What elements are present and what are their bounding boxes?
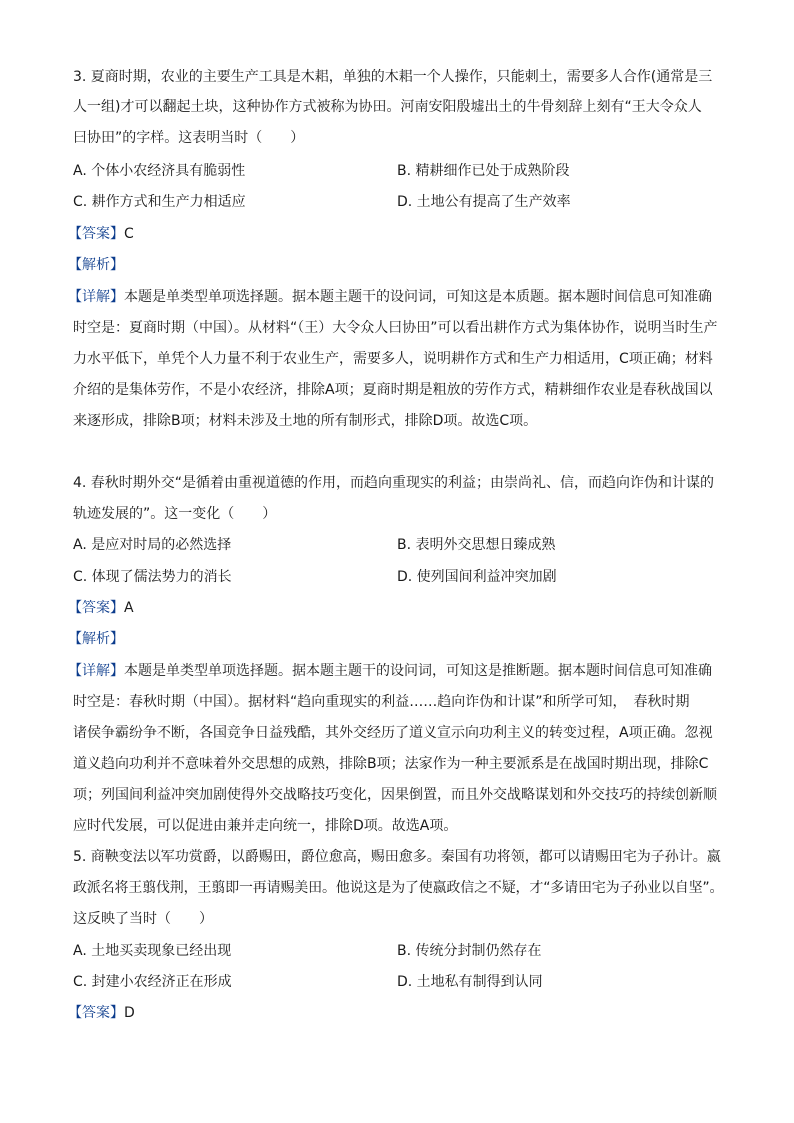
question-3-option-d: D. 土地公有提高了生产效率 (397, 194, 571, 210)
detail-tag: 【详解】 (68, 289, 124, 305)
question-4-answer (68, 598, 134, 618)
question-5-stem-line-1: 5. 商鞅变法以军功赏爵，以爵赐田，爵位愈高，赐田愈多。秦国有功将领，都可以请赐田宅为子孙计。嬴 (73, 849, 721, 865)
question-3-option-a: A. 个体小农经济具有脆弱性 (73, 163, 246, 179)
answer-value: D (124, 1005, 135, 1021)
question-4-stem-line-1: 4. 春秋时期外交“是循着由重视道德的作用，而趋向重现实的利益；由崇尚礼、信，而趋向诈伪和计谋的 (73, 475, 715, 491)
question-4-option-d: D. 使列国间利益冲突加剧 (397, 569, 557, 585)
question-5-answer (68, 1003, 135, 1023)
question-5-stem-line-2: 政派名将王翦伐荆，王翦即一再请赐美田。他说这是为了使嬴政信之不疑，才“多请田宅为子孙业以自坚”。 (73, 880, 724, 896)
answer-tag: 【答案】 (68, 600, 124, 616)
question-3-stem-line-2: 人一组)才可以翻起土块，这种协作方式被称为协田。河南安阳殷墟出土的牛骨刻辞上刻有“王大令众人 (73, 99, 702, 115)
question-3-detail-line-4: 介绍的是集体劳作，不是小农经济，排除A项；夏商时期是粗放的劳作方式，精耕细作农业是春秋战国以 (73, 382, 713, 398)
question-5-option-d: D. 土地私有制得到认同 (397, 974, 543, 990)
question-3-detail-line-1 (68, 287, 712, 307)
analysis-tag: 【解析】 (68, 257, 124, 273)
question-3-answer (68, 224, 134, 244)
question-5-option-c: C. 封建小农经济正在形成 (73, 974, 232, 990)
question-3-stem-line-3: 曰协田”的字样。这表明当时（ ） (73, 130, 305, 146)
question-4-detail-line-6: 应时代发展，可以促进由兼并走向统一，排除D项。故选A项。 (73, 818, 458, 834)
question-3-detail-line-2: 时空是：夏商时期（中国）。从材料“（王）大令众人曰协田”可以看出耕作方式为集体协作，说明当时生产 (73, 320, 718, 336)
question-4-detail-line-5: 项；列国间利益冲突加剧使得外交战略技巧变化，因果倒置，而且外交战略谋划和外交技巧的持续创新顺 (73, 787, 717, 803)
question-5-option-a: A. 土地买卖现象已经出现 (73, 943, 232, 959)
detail-text: 本题是单类型单项选择题。据本题主题干的设问词，可知这是推断题。据本题时间信息可知准确 (124, 663, 712, 679)
question-5-option-b: B. 传统分封制仍然存在 (397, 943, 542, 959)
answer-tag: 【答案】 (68, 1005, 124, 1021)
question-3-analysis-tag (68, 255, 124, 275)
detail-tag: 【详解】 (68, 663, 124, 679)
question-3-option-c: C. 耕作方式和生产力相适应 (73, 194, 246, 210)
question-4-detail-line-1 (68, 661, 712, 681)
question-4-stem-line-2: 轨迹发展的”。这一变化（ ） (73, 506, 277, 522)
question-3-detail-line-3: 力水平低下，单凭个人力量不利于农业生产，需要多人，说明耕作方式和生产力相适用，C项正确；材料 (73, 351, 713, 367)
question-3-detail-line-5: 来逐形成，排除B项；材料未涉及土地的所有制形式，排除D项。故选C项。 (73, 413, 538, 429)
detail-text: 本题是单类型单项选择题。据本题主题干的设问词，可知这是本质题。据本题时间信息可知准确 (124, 289, 712, 305)
question-4-option-b: B. 表明外交思想日臻成熟 (397, 537, 556, 553)
question-3-option-b: B. 精耕细作已处于成熟阶段 (397, 163, 570, 179)
question-5-stem-line-3: 这反映了当时（ ） (73, 911, 213, 927)
question-4-analysis-tag (68, 629, 124, 649)
question-4-detail-line-4: 道义趋向功利并不意味着外交思想的成熟，排除B项；法家作为一种主要派系是在战国时期出现，排除C (73, 756, 709, 772)
question-4-option-a: A. 是应对时局的必然选择 (73, 537, 232, 553)
answer-value: A (124, 600, 134, 616)
question-4-detail-line-3: 诸侯争霸纷争不断，各国竞争日益残酷，其外交经历了道义宣示向功利主义的转变过程，A项正确。忽视 (73, 725, 713, 741)
analysis-tag: 【解析】 (68, 631, 124, 647)
answer-value: C (124, 226, 134, 242)
question-3-stem-line-1: 3. 夏商时期，农业的主要生产工具是木耜，单独的木耜一个人操作，只能刺土，需要多人合作(通常是三 (73, 69, 713, 85)
question-4-option-c: C. 体现了儒法势力的消长 (73, 569, 232, 585)
answer-tag: 【答案】 (68, 226, 124, 242)
question-4-detail-line-2: 时空是：春秋时期（中国）。据材料“趋向重现实的利益……趋向诈伪和计谋”和所学可知， 春秋时期 (73, 694, 690, 710)
